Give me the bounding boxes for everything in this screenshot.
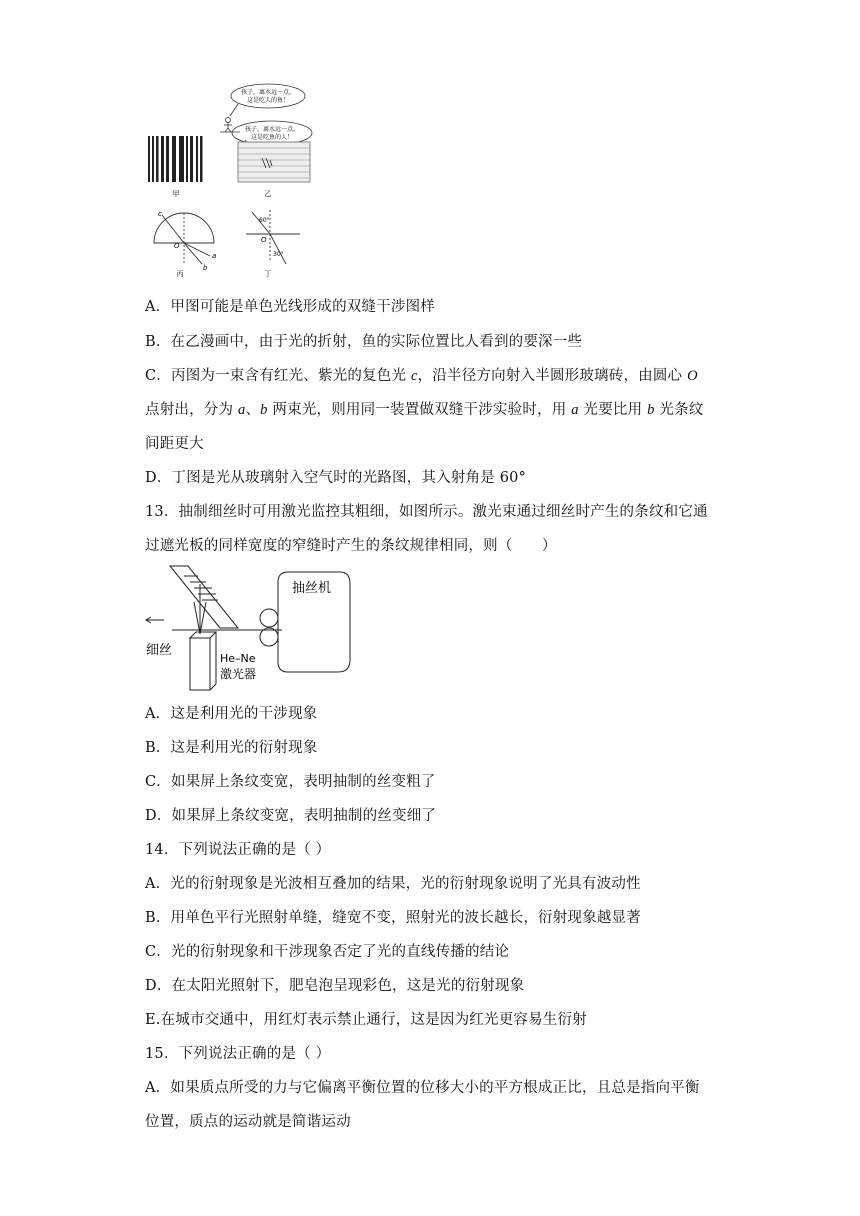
bing-label-b: b (203, 264, 208, 272)
ding-angle-30: 30° (273, 251, 284, 258)
laser-wire-figure (142, 562, 362, 697)
fringe-pattern-jia (148, 136, 203, 182)
label-jia: 甲 (172, 190, 180, 198)
bing-label-c: c (158, 210, 162, 218)
bubble2-line2: 这是吃鱼的人！ (250, 134, 294, 141)
q14-option-b: B．用单色平行光照射单缝，缝宽不变，照射光的波长越长，衍射现象越显著 (145, 910, 641, 926)
q12-option-c-line2 (145, 400, 704, 420)
bing-label-o: O (174, 242, 180, 250)
q12-option-b: B．在乙漫画中，由于光的折射，鱼的实际位置比人看到的要深一些 (145, 334, 583, 350)
optics-figure-jia-yi-bing-ding (140, 78, 330, 278)
q12-option-a: A．甲图可能是单色光线形成的双缝干涉图样 (145, 299, 435, 315)
q13-option-a: A．这是利用光的干涉现象 (145, 706, 318, 722)
q14-option-e: E.在城市交通中，用红灯表示禁止通行，这是因为红光更容易生衍射 (145, 1012, 587, 1028)
label-laser-1: He–Ne (220, 652, 256, 665)
q12-c2-var-a2: a (571, 402, 579, 418)
q14-option-c: C．光的衍射现象和干涉现象否定了光的直线传播的结论 (145, 944, 510, 960)
bubble1-line2: 这是吃人的鱼！ (246, 97, 290, 104)
q12-option-d: D．丁图是光从玻璃射入空气时的光路图，其入射角是 60° (145, 470, 527, 486)
q12-c2-text1: 点射出，分为 (145, 402, 239, 418)
q13-option-b: B．这是利用光的衍射现象 (145, 740, 318, 756)
q12-option-c-line3: 间距更大 (145, 436, 204, 452)
q14-option-d: D．在太阳光照射下，肥皂泡呈现彩色，这是光的衍射现象 (145, 978, 525, 994)
label-yi: 乙 (264, 190, 272, 198)
bubble1-line1: 孩子，离水远一点， (240, 89, 296, 96)
laser-device (190, 632, 216, 690)
label-bing: 丙 (176, 270, 184, 278)
q12-c1-var-o: O (687, 368, 698, 384)
q13-stem-line2: 过遮光板的同样宽度的窄缝时产生的条纹规律相同，则（ ） (145, 538, 557, 554)
q12-c2-text4: 光要比用 (578, 402, 648, 418)
label-machine: 抽丝机 (292, 581, 332, 596)
bubble2-line1: 孩子，离水远一点， (244, 126, 300, 133)
bing-label-a: a (212, 252, 217, 260)
q12-c2-var-a: a (238, 402, 246, 418)
label-laser-2: 激光器 (220, 667, 257, 681)
q12-c2-var-b2: b (647, 402, 655, 418)
q12-c2-text2: 、 (245, 402, 261, 418)
q12-c1-var-c: c (411, 368, 418, 384)
q13-option-d: D．如果屏上条纹变宽，表明抽制的丝变细了 (145, 808, 437, 824)
q13-option-c: C．如果屏上条纹变宽，表明抽制的丝变粗了 (145, 774, 436, 790)
label-ding: 丁 (264, 270, 272, 278)
ding-angle-60: 60° (259, 217, 270, 224)
q15-stem: 15．下列说法正确的是（ ） (145, 1046, 331, 1062)
q12-c1-text1: C．丙图为一束含有红光、紫光的复色光 (145, 368, 412, 384)
q12-c2-text5: 光条纹 (654, 402, 704, 418)
q15-option-a-line2: 位置，质点的运动就是简谐运动 (145, 1114, 351, 1130)
screen-plate (170, 566, 238, 634)
q12-c2-var-b: b (260, 402, 268, 418)
semicircle-glass-bing (154, 213, 217, 264)
q13-stem-line1: 13．抽制细丝时可用激光监控其粗细，如图所示。激光束通过细丝时产生的条纹和它通 (145, 504, 708, 520)
ding-label-o: O (261, 236, 267, 244)
q12-c1-text2: ，沿半径方向射入半圆形玻璃砖，由圆心 (417, 368, 688, 384)
q14-stem: 14．下列说法正确的是（ ） (145, 842, 331, 858)
q12-c2-text3: 两束光，则用同一装置做双缝干涉实验时，用 (267, 402, 572, 418)
label-wire: 细丝 (146, 643, 173, 658)
q15-option-a-line1: A．如果质点所受的力与它偏离平衡位置的位移大小的平方根成正比，且总是指向平衡 (145, 1080, 700, 1096)
q14-option-a: A．光的衍射现象是光波相互叠加的结果，光的衍射现象说明了光具有波动性 (145, 876, 641, 892)
q12-option-c-line1 (145, 366, 698, 386)
